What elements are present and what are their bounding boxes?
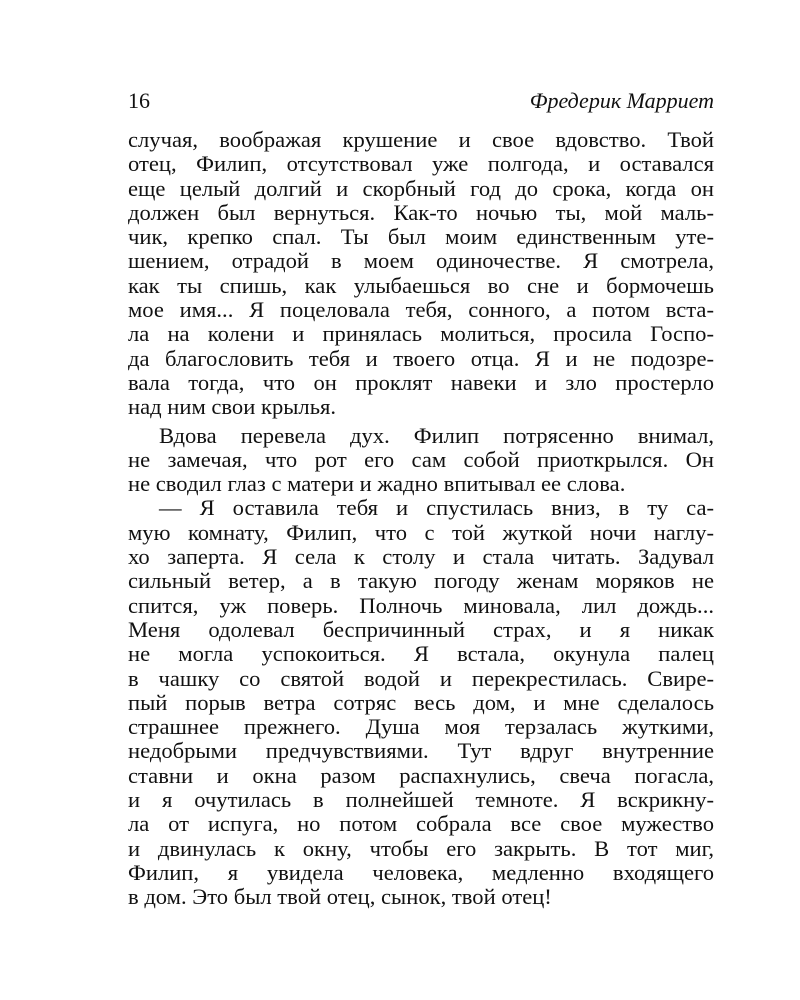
text-line: чик, крепко спал. Ты был моим единственным уте-: [128, 224, 714, 250]
text-line: еще целый долгий и скорбный год до срока, когда он: [128, 175, 714, 201]
text-line: Филип, я увидела человека, медленно входящего: [128, 859, 714, 885]
running-title: Фредерик Марриет: [529, 88, 714, 113]
text-line: спится, уж поверь. Полночь миновала, лил дождь...: [128, 592, 714, 618]
text-line: вала тогда, что он проклят навеки и зло простерло: [128, 369, 714, 395]
text-line: отец, Филип, отсутствовал уже полгода, и оставался: [128, 151, 714, 177]
text-line: в чашку со святой водой и перекрестилась. Свире-: [128, 665, 714, 691]
text-line: и двинулась к окну, чтобы его закрыть. В тот миг,: [128, 835, 714, 861]
text-line: ла от испуга, но потом собрала все свое мужество: [128, 811, 714, 837]
text-line: страшнее прежнего. Душа моя терзалась жуткими,: [128, 714, 714, 740]
text-line: как ты спишь, как улыбаешься во сне и бормочешь: [128, 272, 714, 298]
text-line: не могла успокоиться. Я встала, окунула палец: [128, 641, 714, 667]
text-line: сильный ветер, а в такую погоду женам моряков не: [128, 568, 714, 594]
book-page: [128, 88, 714, 910]
text-line: мую комнату, Филип, что с той жуткой ночи наглу-: [128, 519, 714, 545]
text-line: не сводил глаз с матери и жадно впитывал ее слова.: [128, 471, 626, 497]
text-line: и я очутилась в полнейшей темноте. Я вскрикну-: [128, 787, 714, 813]
text-line: ла на колени и принялась молиться, просила Госпо-: [128, 321, 714, 347]
text-line: Вдова перевела дух. Филип потрясенно внимал,: [159, 422, 714, 448]
text-line: шением, отрадой в моем одиночестве. Я смотрела,: [128, 248, 714, 274]
running-head: [128, 88, 714, 114]
text-line: в дом. Это был твой отец, сынок, твой отец!: [128, 884, 552, 910]
text-line: да благословить тебя и твоего отца. Я и не подозре-: [128, 345, 714, 371]
text-line: хо заперта. Я села к столу и стала читать. Задувал: [128, 544, 714, 570]
text-line: недобрыми предчувствиями. Тут вдруг внутренние: [128, 738, 714, 764]
text-line: не замечая, что рот его сам собой приоткрылся. Он: [128, 446, 714, 472]
text-line: над ним свои крылья.: [128, 394, 337, 420]
text-line: мое имя... Я поцеловала тебя, сонного, а потом вста-: [128, 297, 714, 323]
text-line: Меня одолевал беспричинный страх, и я никак: [128, 616, 714, 642]
text-line: пый порыв ветра сотряс весь дом, и мне сделалось: [128, 689, 714, 715]
text-line: — Я оставила тебя и спустилась вниз, в ту са-: [159, 495, 714, 521]
body-text: [128, 128, 714, 910]
text-line: случая, воображая крушение и свое вдовство. Твой: [128, 127, 714, 152]
page-number: 16: [128, 88, 150, 113]
text-line: должен был вернуться. Как-то ночью ты, мой маль-: [128, 199, 714, 225]
text-line: ставни и окна разом распахнулись, свеча погасла,: [128, 762, 714, 788]
